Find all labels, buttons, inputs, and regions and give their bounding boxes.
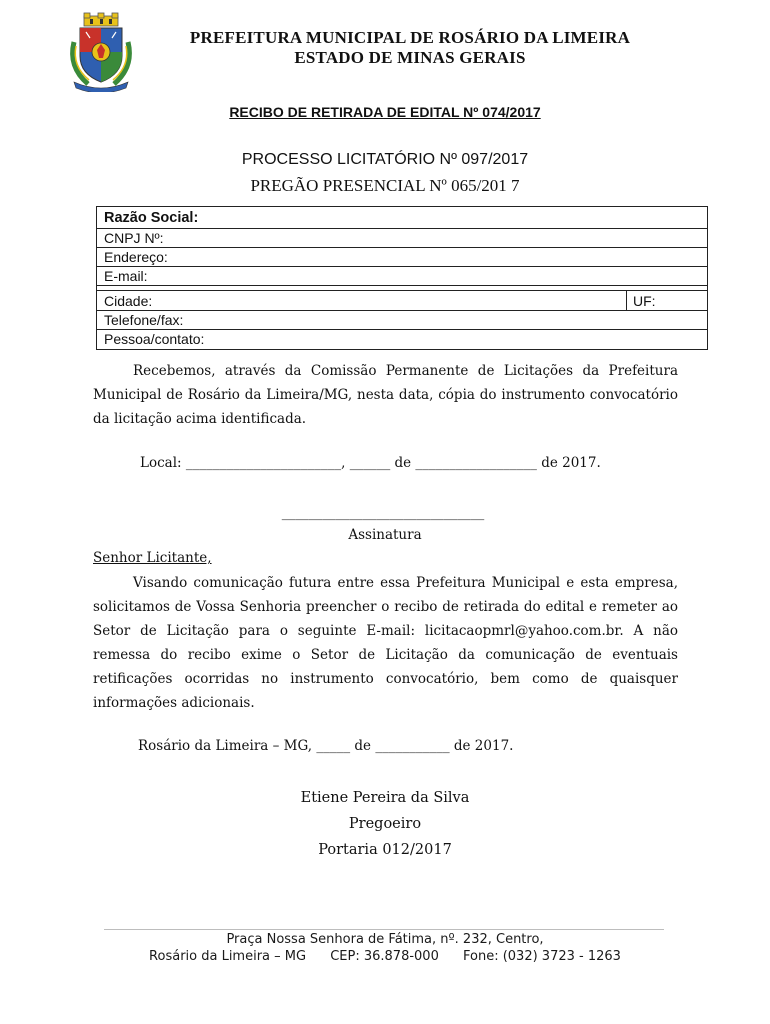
footer-city: Rosário da Limeira – MG (149, 949, 307, 964)
header-title: PREFEITURA MUNICIPAL DE ROSÁRIO DA LIMEIRA (189, 28, 631, 47)
signature-label: Assinatura (348, 527, 422, 543)
salutation: Senhor Licitante, (93, 550, 212, 566)
footer-address: Praça Nossa Senhora de Fátima, nº. 232, Centro, (226, 932, 544, 947)
place-date-line: Rosário da Limeira – MG, _____ de ___________ de 2017. (138, 738, 514, 754)
receipt-paragraph: Recebemos, através da Comissão Permanente de Licitações da Prefeitura Municipal de Rosário da Limeira/MG, nesta data, cópia do instrumento convocatório da licitação acima identificada. (93, 363, 678, 427)
instructions-paragraph: Visando comunicação futura entre essa Prefeitura Municipal e esta empresa, solicitamos de Vossa Senhoria preencher o recibo de retirada do edital e remeter ao Setor de Licitação para o seguinte E-mail: licitacaopmrl@yahoo.com.br. A não remessa do recibo exime o Setor de Licitação da comunicação de eventuais retificações ocorridas no instrumento convocatório, bem como de quaisquer informações adicionais. (93, 575, 678, 711)
signer-name: Etiene Pereira da Silva (300, 790, 470, 806)
footer-phone: Fone: (032) 3723 - 1263 (463, 949, 621, 964)
footer-contact (0, 949, 770, 964)
pregao-heading: PREGÃO PRESENCIAL Nº 065/201 7 (250, 176, 520, 195)
local-date-line: Local: _______________________, ______ de __________________ de 2017. (140, 455, 601, 471)
header-subtitle: ESTADO DE MINAS GERAIS (294, 48, 526, 67)
email-field[interactable]: E-mail: (97, 267, 707, 286)
razao-social-field[interactable]: Razão Social: (97, 207, 707, 229)
document-title: RECIBO DE RETIRADA DE EDITAL Nº 074/2017 (229, 104, 541, 120)
endereco-field[interactable]: Endereço: (97, 248, 707, 267)
signer-portaria: Portaria 012/2017 (318, 842, 452, 858)
municipal-crest-icon (64, 12, 138, 92)
footer-cep: CEP: 36.878-000 (330, 949, 439, 964)
company-info-form (96, 206, 708, 350)
cidade-field[interactable]: Cidade: (97, 291, 627, 310)
signature-line: ______________________________ (281, 505, 485, 521)
cidade-uf-row (97, 291, 707, 311)
telefone-field[interactable]: Telefone/fax: (97, 311, 707, 330)
processo-heading: PROCESSO LICITATÓRIO Nº 097/2017 (241, 151, 529, 168)
signer-role: Pregoeiro (348, 816, 422, 832)
footer-divider (104, 929, 664, 930)
uf-field[interactable]: UF: (633, 293, 656, 309)
pessoa-contato-field[interactable]: Pessoa/contato: (104, 331, 205, 347)
cnpj-field[interactable]: CNPJ Nº: (97, 229, 707, 248)
